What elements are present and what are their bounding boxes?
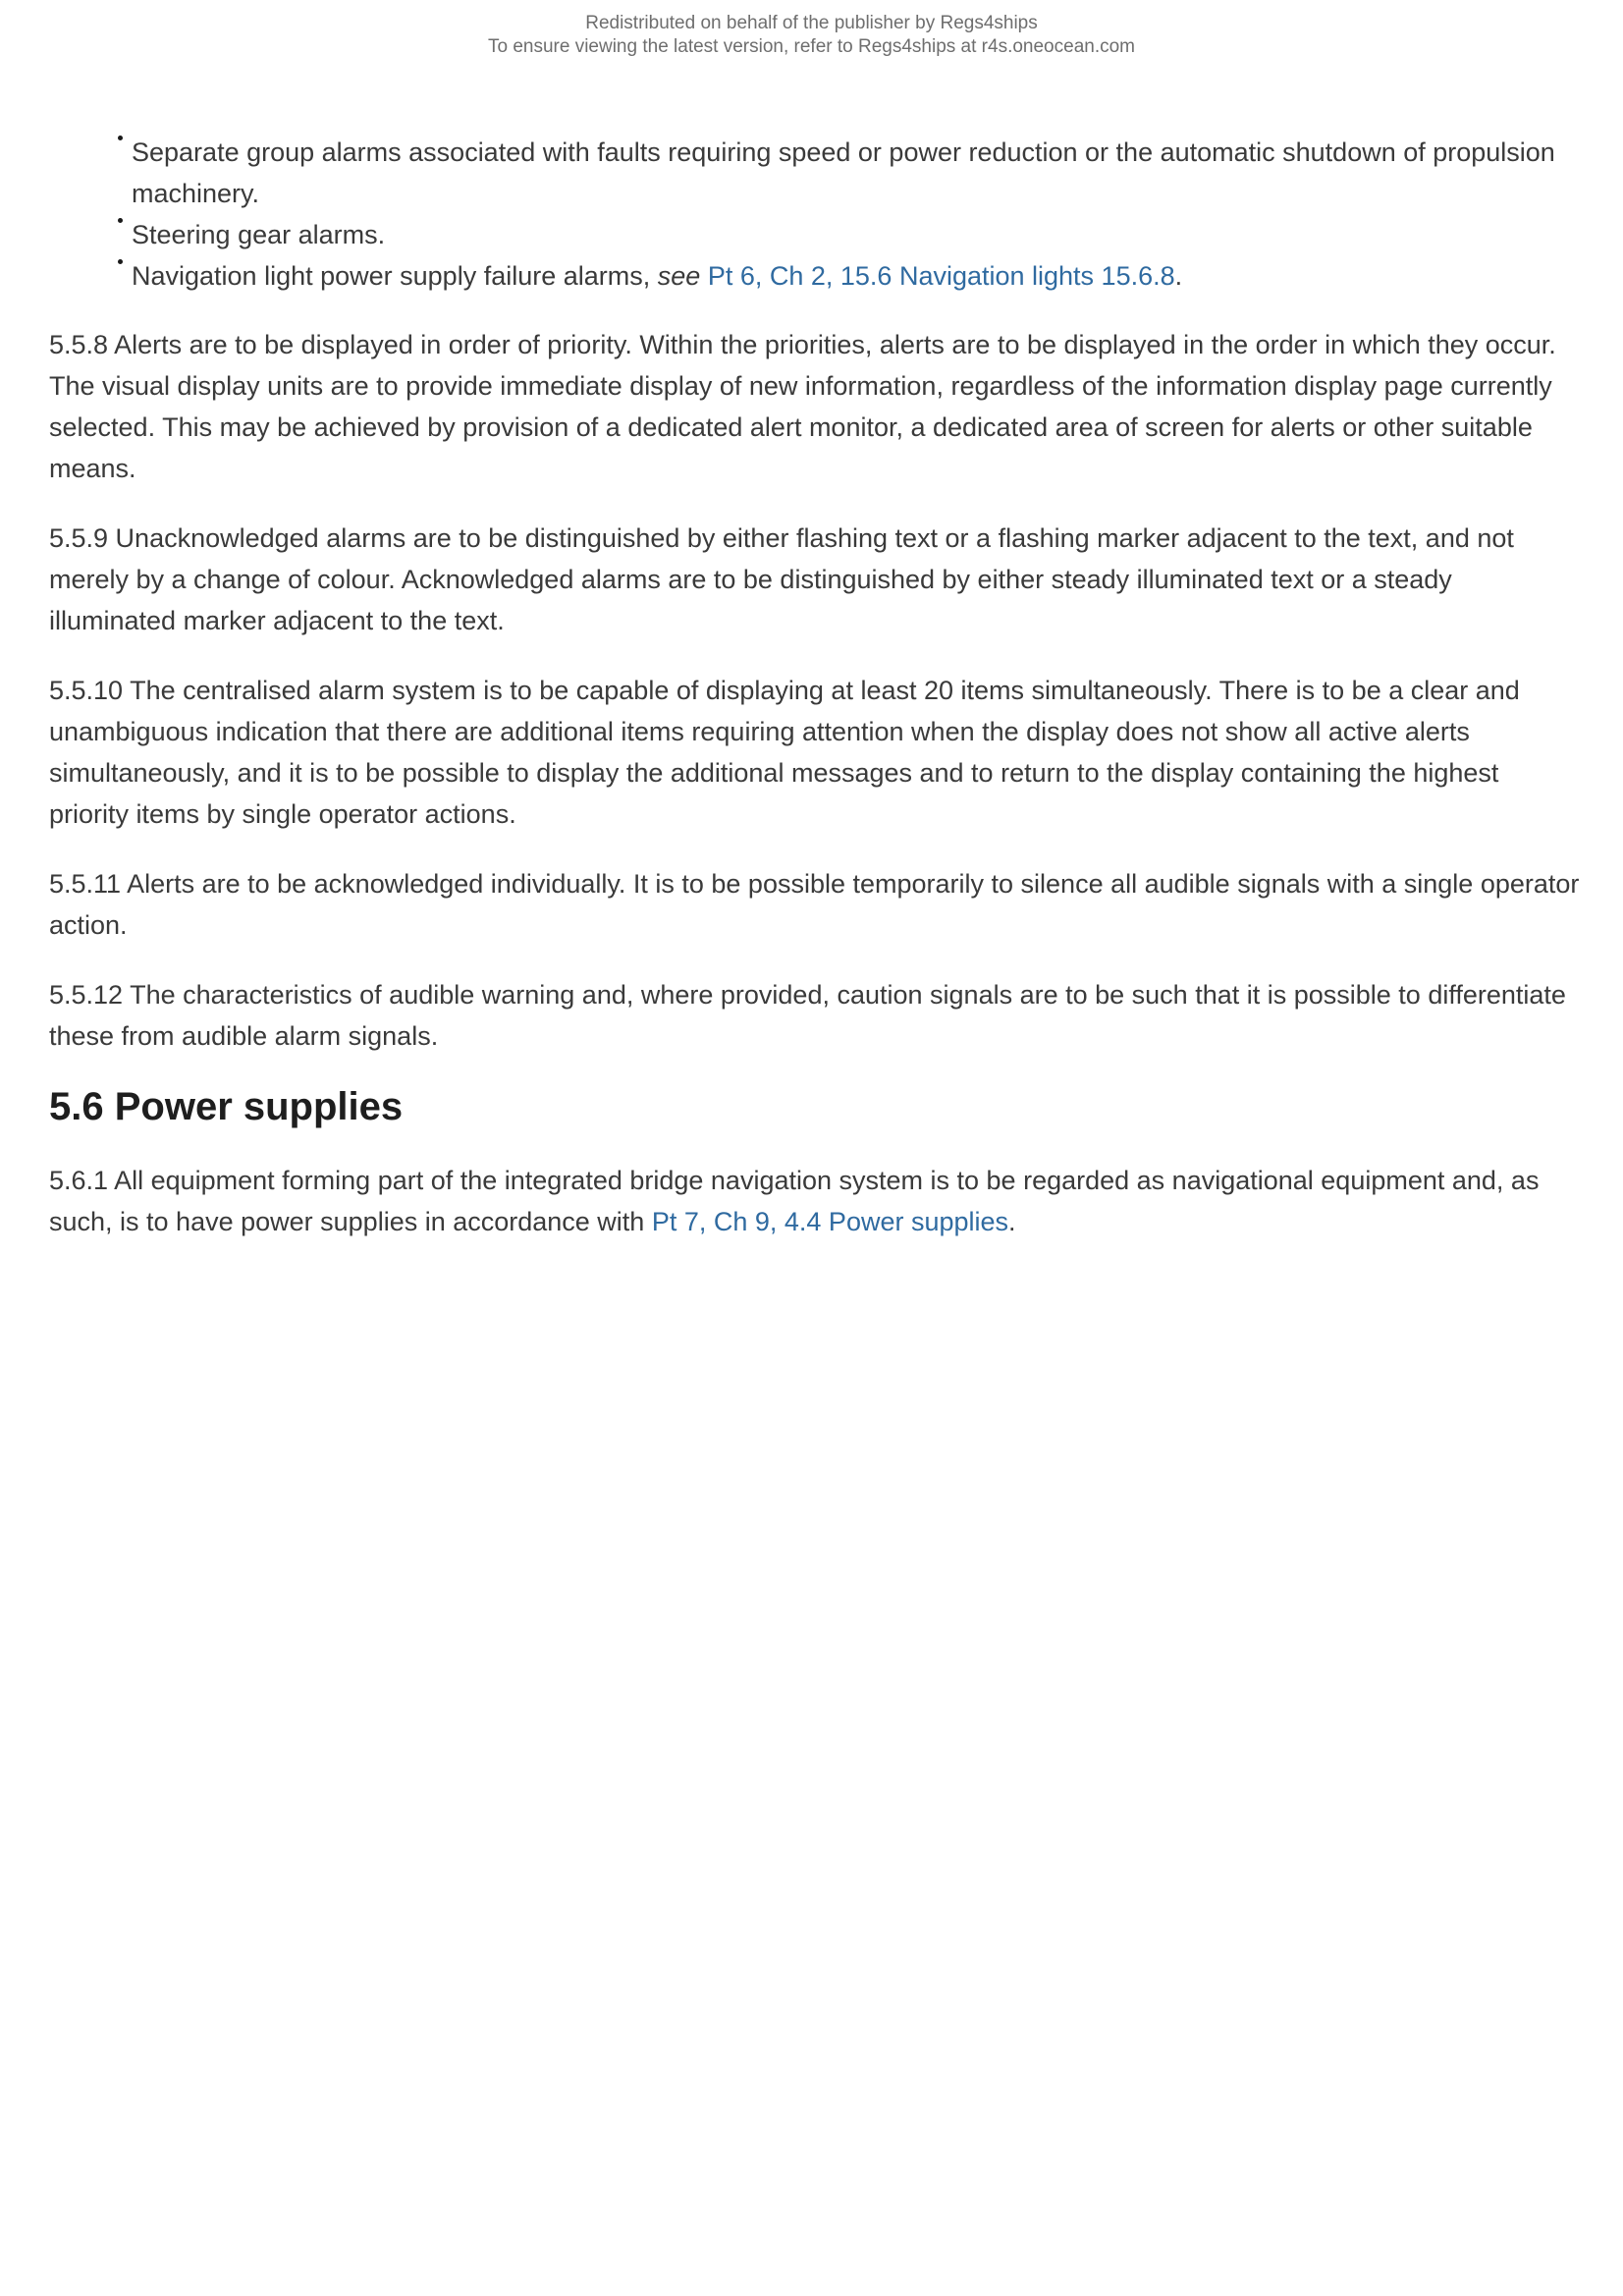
paragraph-5-6-1 <box>49 1160 1581 1242</box>
paragraph-5-5-11: 5.5.11 Alerts are to be acknowledged individually. It is to be possible temporarily to silence all audible signals with a single operator action. <box>49 869 1580 940</box>
paragraph-5-5-10: 5.5.10 The centralised alarm system is to be capable of displaying at least 20 items simultaneously. There is to be a clear and unambiguous indication that there are additional items requiring attention when the display does not show all active alerts simultaneously, and it is to be possible to display the additional messages and to return to the display containing the highest priority items by single operator actions. <box>49 676 1520 829</box>
redistribution-header <box>0 12 1623 59</box>
list-item <box>132 132 1581 214</box>
power-supplies-link[interactable]: Pt 7, Ch 9, 4.4 Power supplies <box>651 1207 1009 1236</box>
alarm-bullet-list <box>49 132 1581 297</box>
paragraph-5-5-9: 5.5.9 Unacknowledged alarms are to be distinguished by either flashing text or a flashing marker adjacent to the text, and not merely by a change of colour. Acknowledged alarms are to be distinguished by either steady illuminated text or a steady illuminated marker adjacent to the text. <box>49 523 1514 635</box>
list-item-punctuation: . <box>1174 261 1183 291</box>
section-heading-power-supplies: 5.6 Power supplies <box>49 1085 404 1128</box>
bullet-icon <box>118 259 123 264</box>
paragraph-5-5-12: 5.5.12 The characteristics of audible warning and, where provided, caution signals are to be such that it is possible to differentiate these from audible alarm signals. <box>49 980 1566 1051</box>
list-item-text: Steering gear alarms. <box>132 220 386 249</box>
see-reference-word: see <box>657 261 701 291</box>
header-line-version-note: To ensure viewing the latest version, refer to Regs4ships at r4s.oneocean.com <box>487 36 1136 57</box>
list-item <box>132 214 1581 255</box>
paragraph-5-5-8: 5.5.8 Alerts are to be displayed in order of priority. Within the priorities, alerts are to be displayed in the order in which they occur. The visual display units are to provide immediate display of new information, regardless of the information display page currently selected. This may be achieved by provision of a dedicated alert monitor, a dedicated area of screen for alerts or other suitable means. <box>49 330 1556 483</box>
document-body <box>49 132 1581 1271</box>
bullet-icon <box>118 136 123 140</box>
header-line-publisher: Redistributed on behalf of the publisher by Regs4ships <box>585 13 1038 33</box>
bullet-icon <box>118 218 123 223</box>
list-item-text: Navigation light power supply failure alarms, <box>132 261 658 291</box>
paragraph-text: 5.6.1 All equipment forming part of the integrated bridge navigation system is to be regarded as navigational equipment and, as such, is to have power supplies in accordance with <box>49 1166 1540 1236</box>
paragraph-punctuation: . <box>1008 1207 1016 1236</box>
list-item-text: Separate group alarms associated with faults requiring speed or power reduction or the automatic shutdown of propulsion machinery. <box>132 137 1555 208</box>
navigation-lights-link[interactable]: Pt 6, Ch 2, 15.6 Navigation lights 15.6.8 <box>707 261 1175 291</box>
list-item <box>132 255 1581 297</box>
